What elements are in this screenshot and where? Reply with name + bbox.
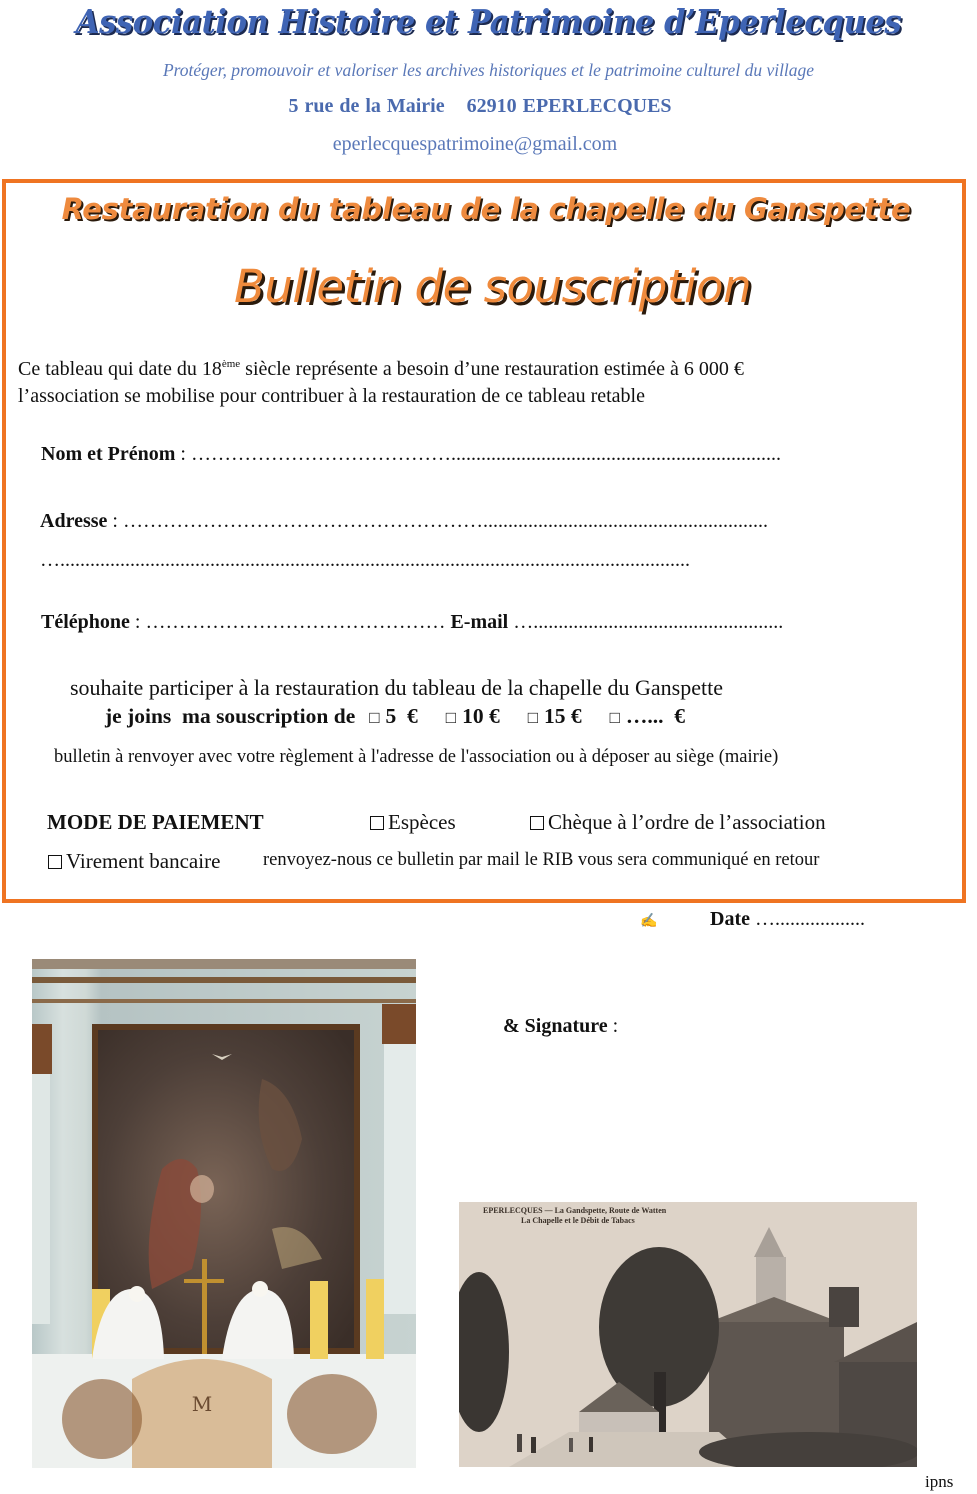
intro-line-2: l’association se mobilise pour contribuer à la restauration de ce tableau retable — [18, 385, 645, 407]
checkbox-icon[interactable]: □ — [369, 708, 380, 727]
payment-option-cheque[interactable]: Chèque à l’ordre de l’association — [530, 810, 826, 835]
email-label: E-mail — [450, 611, 509, 633]
contact-email[interactable]: eperlecquespatrimoine@gmail.com — [332, 133, 618, 155]
subscription-amount-row — [105, 704, 713, 729]
checkbox-icon[interactable] — [48, 855, 62, 869]
intro-text — [18, 351, 744, 410]
svg-text:M: M — [191, 1392, 213, 1416]
name-dots[interactable]: : ………………………………….................................................................. — [175, 443, 781, 465]
postcard-caption-1: EPERLECQUES — La Gandspette, Route de Watten — [483, 1206, 667, 1215]
subscription-label: je joins ma souscription de — [105, 704, 356, 728]
organization-title: Association Histoire et Patrimoine d’Eperlecques — [75, 2, 902, 41]
address-dots[interactable]: : ………………………………………………......................................................... — [107, 510, 768, 532]
checkbox-icon[interactable] — [370, 816, 384, 830]
address-field[interactable] — [40, 510, 768, 533]
participation-text: souhaite participer à la restauration du tableau de la chapelle du Ganspette — [70, 675, 723, 700]
phone-dots[interactable]: : ……………………………………… — [129, 611, 451, 633]
date-dots[interactable]: ….................. — [749, 908, 865, 930]
checkbox-icon[interactable]: □ — [609, 708, 620, 727]
payment-mode-label: MODE DE PAIEMENT — [47, 810, 264, 834]
return-instructions: bulletin à renvoyer avec votre règlement à l'adresse de l'association ou à déposer au siège (mairie) — [54, 747, 779, 767]
postal-address — [0, 95, 960, 118]
payment-option-transfer[interactable]: Virement bancaire — [48, 849, 220, 874]
amount-option-10[interactable]: □ 10 € — [445, 704, 500, 728]
checkbox-icon[interactable] — [530, 816, 544, 830]
restoration-title: Restauration du tableau de la chapelle du Ganspette — [61, 192, 911, 226]
signature-field[interactable]: & Signature : — [503, 1015, 619, 1037]
amount-option-5[interactable]: □ 5 € — [369, 704, 418, 728]
transfer-note: renvoyez-nous ce bulletin par mail le RIB vous sera communiqué en retour — [263, 850, 820, 870]
address-label: Adresse — [40, 510, 108, 532]
intro-line-1: Ce tableau qui date du 18ème siècle représente a besoin d’une restauration estimée à 6 000 € — [18, 358, 744, 380]
historic-postcard-photo — [459, 1202, 917, 1467]
tagline: Protéger, promouvoir et valoriser les archives historiques et le patrimoine culturel du village — [162, 60, 815, 80]
address-dots-line2[interactable]: ….............................................................................................................................. — [40, 549, 690, 571]
writing-hand-icon: ✍ — [640, 914, 658, 929]
name-label: Nom et Prénom — [41, 443, 176, 465]
checkbox-icon[interactable]: □ — [445, 708, 457, 727]
checkbox-icon[interactable]: □ — [527, 708, 538, 727]
amount-option-15[interactable]: □ 15 € — [527, 704, 582, 728]
ipns-mention: ipns — [925, 1472, 954, 1491]
date-label: Date — [710, 908, 750, 930]
amount-option-custom[interactable]: □ …... € — [609, 704, 685, 728]
signature-label: & Signature — [503, 1015, 608, 1037]
phone-email-field[interactable] — [41, 611, 783, 634]
address-street: 5 rue de la Mairie — [288, 95, 445, 117]
payment-option-cash[interactable]: Espèces — [370, 810, 456, 835]
email-dots[interactable]: ….................................................. — [508, 611, 784, 633]
name-field[interactable] — [41, 443, 781, 466]
altar-illustration — [32, 959, 416, 1468]
postcard-illustration — [459, 1202, 917, 1467]
date-field[interactable] — [710, 908, 865, 931]
address-field-line2[interactable] — [40, 549, 690, 572]
postcard-caption-2: La Chapelle et le Débit de Tabacs — [521, 1216, 635, 1225]
phone-label: Téléphone — [41, 611, 130, 633]
bulletin-title: Bulletin de souscription — [233, 260, 752, 313]
address-city: 62910 EPERLECQUES — [466, 95, 672, 117]
altar-painting-photo — [32, 959, 416, 1468]
